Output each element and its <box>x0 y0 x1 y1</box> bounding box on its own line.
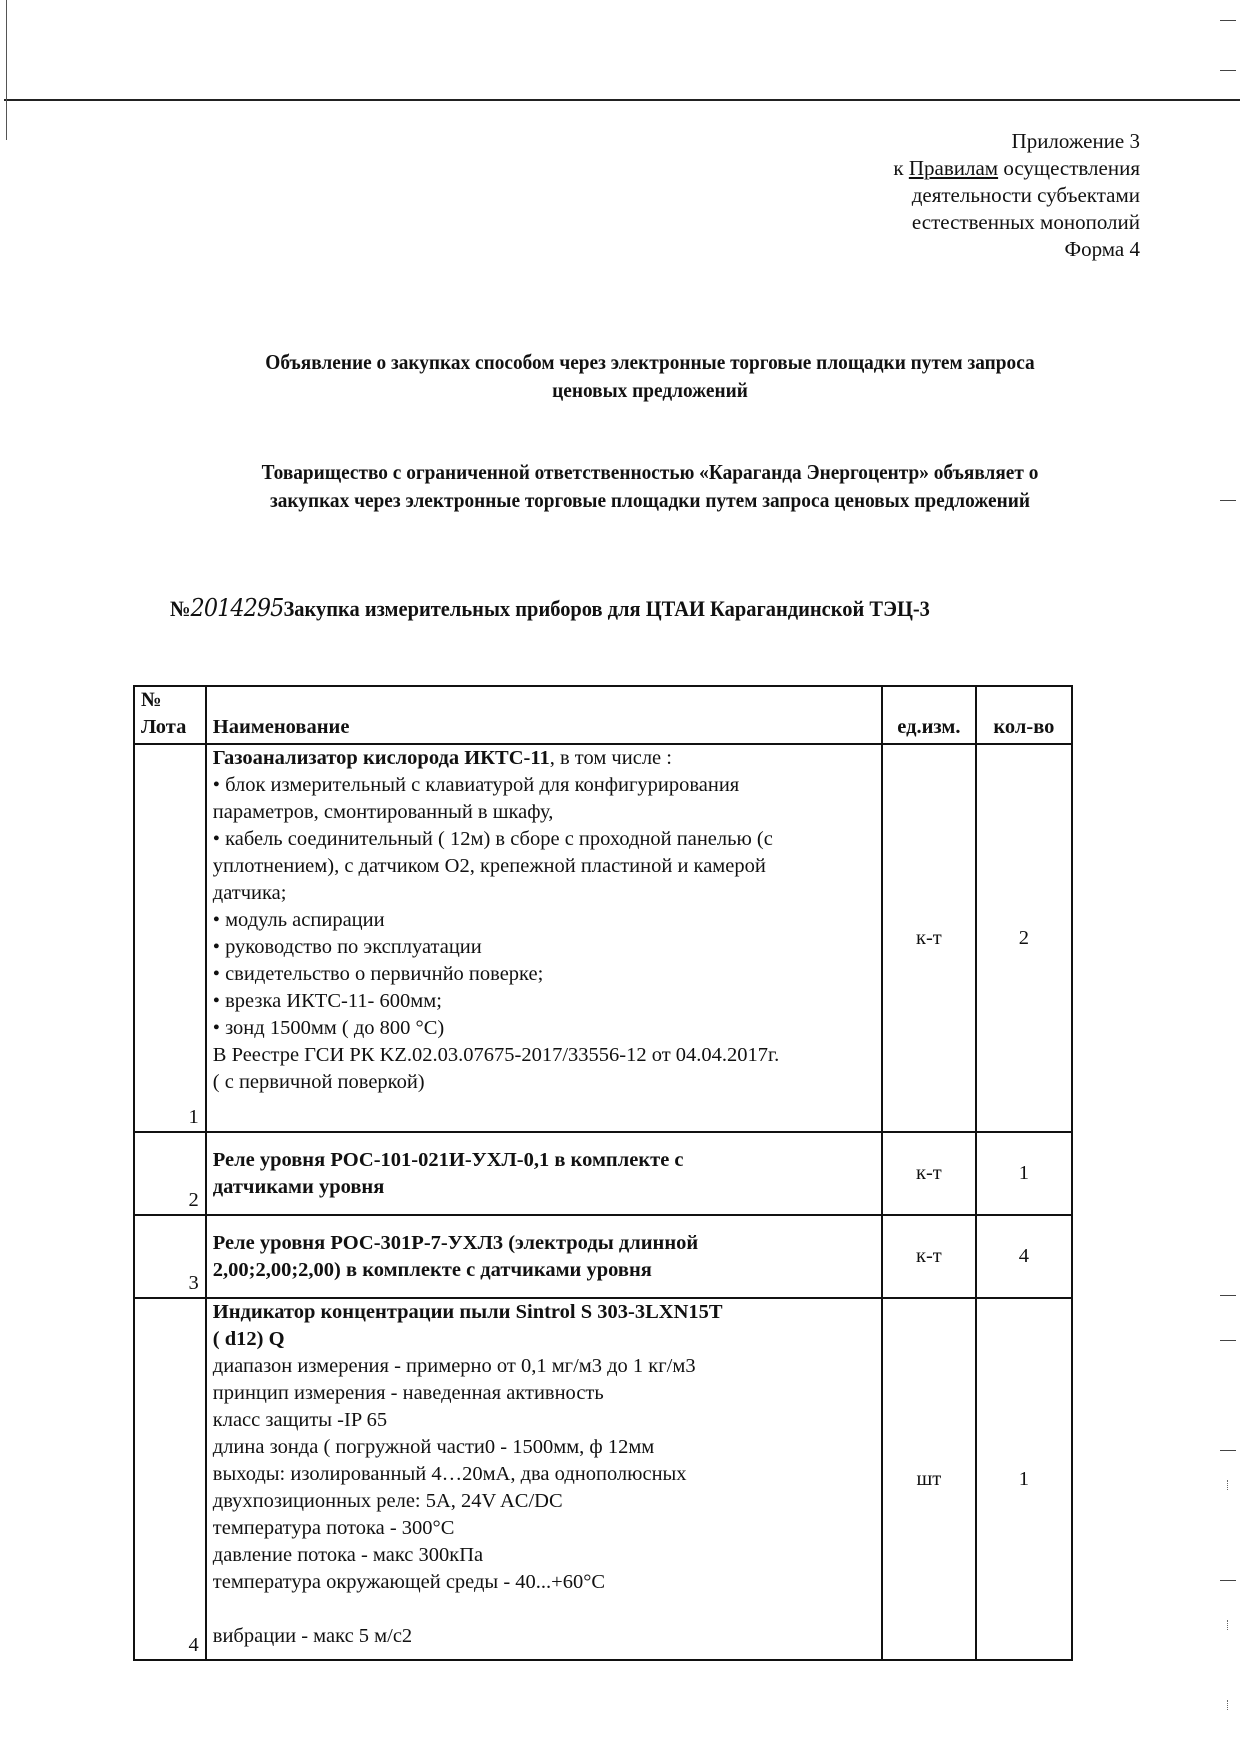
appendix-line: Приложение 3 <box>1011 129 1140 153</box>
table-row <box>134 1132 1072 1215</box>
header-lot-label: Лота <box>141 716 187 738</box>
item-title-bold: Газоанализатор кислорода ИКТС-11 <box>212 747 550 769</box>
scan-margin-dots <box>1227 1480 1232 1490</box>
scan-margin-mark <box>1220 1340 1236 1341</box>
table-header-row <box>134 686 1072 744</box>
item-title: датчиками уровня <box>212 1175 385 1198</box>
item-line: уплотнением), с датчиком О2, крепежной пластиной и камерой <box>212 855 766 877</box>
item-line: выходы: изолированный 4…20мА, два однополюсных <box>212 1463 687 1485</box>
item-unit: к-т <box>882 744 976 1132</box>
scan-margin-dots <box>1227 1700 1232 1710</box>
scan-margin-mark <box>1220 1580 1236 1581</box>
item-unit: к-т <box>882 1215 976 1298</box>
page-left-rule <box>6 0 7 140</box>
header-unit: ед.изм. <box>882 686 976 744</box>
item-title: ( d12) Q <box>212 1328 285 1350</box>
item-qty: 1 <box>976 1132 1072 1215</box>
item-title <box>213 745 875 772</box>
item-line: • блок измерительный с клавиатурой для конфигурирования <box>212 774 740 796</box>
item-line: датчика; <box>212 882 287 904</box>
item-line: температура окружающей среды - 40...+60°С <box>212 1571 606 1593</box>
item-line: • свидетельство о первичнйо поверке; <box>212 963 544 985</box>
item-line: • зонд 1500мм ( до 800 °С) <box>212 1017 445 1039</box>
item-line: длина зонда ( погружной части0 - 1500мм, ф 12мм <box>212 1436 655 1458</box>
handwritten-procurement-number: 2014295 <box>190 594 284 622</box>
lot-heading-text: Закупка измерительных приборов для ЦТАИ Карагандинской ТЭЦ-3 <box>283 596 930 621</box>
page-top-rule <box>4 99 1240 101</box>
item-line: • модуль аспирации <box>212 909 385 931</box>
organizer-line: закупках через электронные торговые площадки путем запроса ценовых предложений <box>270 488 1030 512</box>
table-row <box>134 1215 1072 1298</box>
document-title <box>190 348 1110 404</box>
item-line: • врезка ИКТС-11- 600мм; <box>212 990 442 1012</box>
table-row <box>134 1298 1072 1660</box>
number-sign: № <box>170 596 191 621</box>
lot-number: 2 <box>134 1132 206 1215</box>
item-line: вибрации - макс 5 м/с2 <box>212 1625 413 1647</box>
item-line: • кабель соединительный ( 12м) в сборе с проходной панелью (с <box>212 828 773 850</box>
scan-margin-mark <box>1220 1295 1236 1296</box>
item-line: класс защиты -IP 65 <box>212 1409 388 1431</box>
item-qty: 2 <box>976 744 1072 1132</box>
item-title: Индикатор концентрации пыли Sintrol S 303-3LXN15T <box>212 1301 723 1323</box>
item-description <box>206 744 882 1132</box>
item-line: В Реестре ГСИ РК KZ.02.03.07675-2017/33556-12 от 04.04.2017г. <box>212 1044 780 1066</box>
scan-margin-mark <box>1220 70 1236 71</box>
appendix-line: деятельности субъектами <box>911 183 1140 207</box>
item-title: Реле уровня РОС-101-021И-УХЛ-0,1 в комплекте с <box>212 1148 684 1171</box>
lot-heading <box>170 594 930 622</box>
item-qty: 1 <box>976 1298 1072 1660</box>
lot-number: 3 <box>134 1215 206 1298</box>
item-line-blank <box>213 1596 875 1623</box>
title-line: ценовых предложений <box>552 378 748 402</box>
appendix-prefix: к <box>893 156 909 180</box>
lot-number: 1 <box>134 744 206 1132</box>
item-unit: к-т <box>882 1132 976 1215</box>
item-description <box>206 1215 882 1298</box>
item-line: температура потока - 300°С <box>212 1517 455 1539</box>
appendix-note <box>893 128 1140 263</box>
appendix-suffix: осуществления <box>998 156 1140 180</box>
form-number: Форма 4 <box>1064 237 1140 261</box>
scan-margin-mark <box>1220 1450 1236 1451</box>
header-name: Наименование <box>206 686 882 744</box>
item-line: давление потока - макс 300кПа <box>212 1544 484 1566</box>
lot-number: 4 <box>134 1298 206 1660</box>
header-qty: кол-во <box>976 686 1072 744</box>
items-table <box>133 685 1073 1661</box>
item-title: Реле уровня РОС-301Р-7-УХЛ3 (электроды длинной <box>212 1231 699 1254</box>
item-title-rest: , в том числе : <box>549 747 672 769</box>
title-line: Объявление о закупках способом через электронные торговые площадки путем запроса <box>265 350 1035 374</box>
item-line: параметров, смонтированный в шкафу, <box>212 801 554 823</box>
header-lot-sign: № <box>141 689 162 711</box>
item-description <box>206 1298 882 1660</box>
appendix-line <box>893 155 1140 182</box>
item-description <box>206 1132 882 1215</box>
item-line: диапазон измерения - примерно от 0,1 мг/м3 до 1 кг/м3 <box>212 1355 696 1377</box>
scan-margin-dots <box>1227 1620 1232 1630</box>
item-line: ( с первичной поверкой) <box>212 1071 425 1093</box>
item-qty: 4 <box>976 1215 1072 1298</box>
header-lot <box>134 686 206 744</box>
item-line: принцип измерения - наведенная активность <box>212 1382 604 1404</box>
item-unit: шт <box>882 1298 976 1660</box>
table-row <box>134 744 1072 1132</box>
appendix-line: естественных монополий <box>911 210 1140 234</box>
organizer-line: Товарищество с ограниченной ответственностью «Караганда Энергоцентр» объявляет о <box>261 460 1039 484</box>
item-title: 2,00;2,00;2,00) в комплекте с датчиками уровня <box>212 1258 652 1281</box>
rules-link[interactable]: Правилам <box>908 156 999 180</box>
item-line: двухпозиционных реле: 5А, 24V AC/DC <box>212 1490 563 1512</box>
organizer-statement <box>190 458 1110 514</box>
item-line: • руководство по эксплуатации <box>212 936 482 958</box>
scan-margin-mark <box>1220 20 1236 21</box>
scan-margin-mark <box>1220 500 1236 501</box>
